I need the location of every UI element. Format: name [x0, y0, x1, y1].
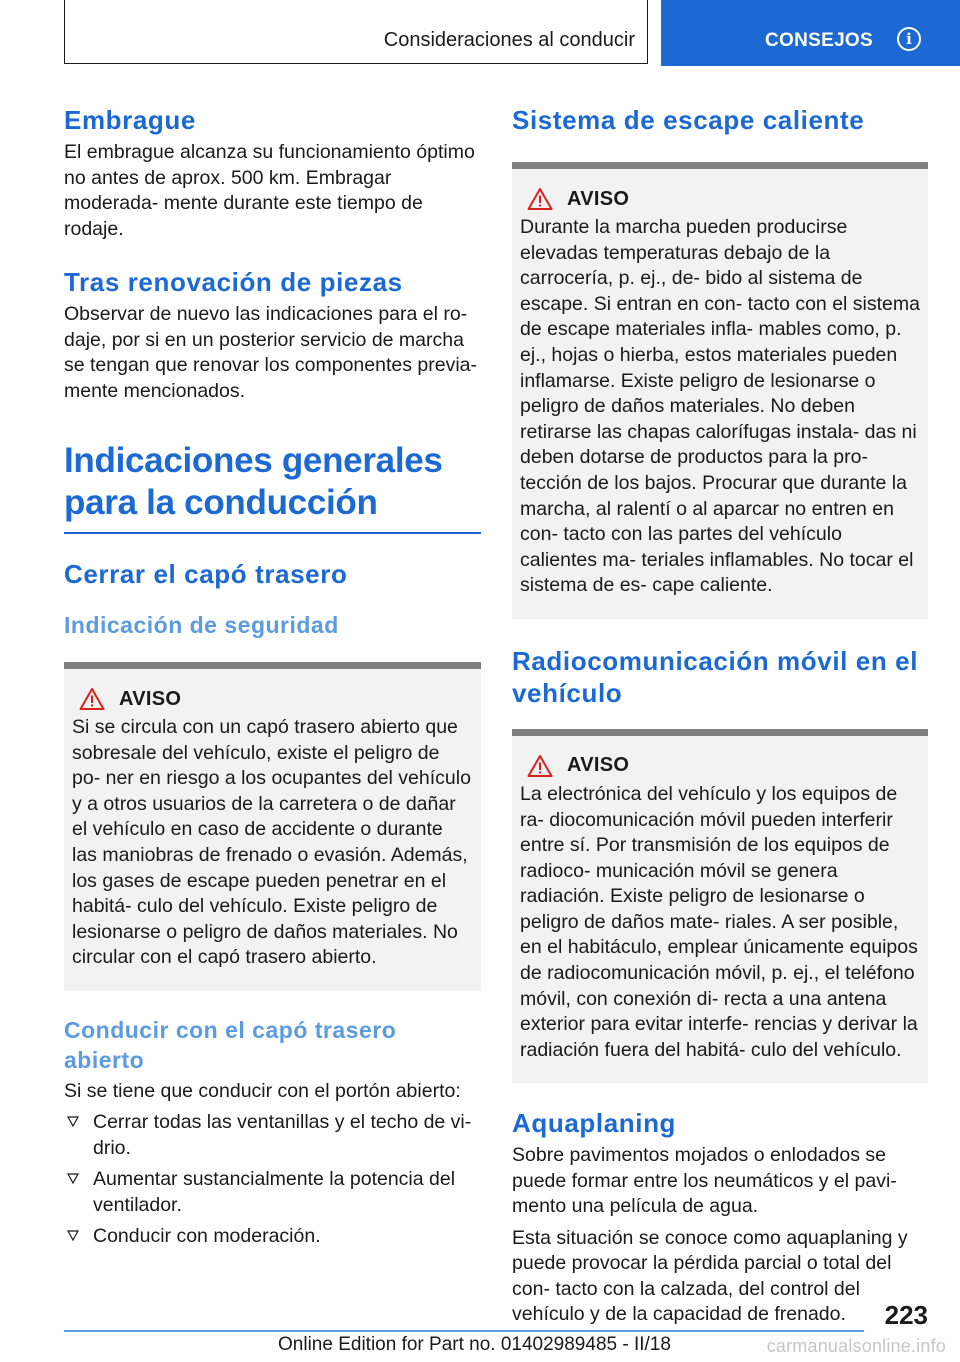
chapter-heading — [64, 440, 481, 524]
text-conducir-intro: Si se tiene que conducir con el portón abierto: — [64, 1079, 461, 1102]
steps-list — [64, 1110, 481, 1250]
text-aquaplaning-2: Esta situación se conoce como aquaplaning y puede provocar la pérdida parcial o total del con‐ tacto con la calzada, del control del vehículo y de la capacidad de frenado. — [512, 1226, 908, 1326]
text-renovacion: Observar de nuevo las indicaciones para el ro‐ daje, por si en un posterior servicio de marcha se tengan que renovar los componentes previa‐ mente mencionados. — [64, 303, 478, 402]
warning-box-escape — [512, 162, 928, 619]
warning-icon — [527, 754, 553, 778]
warning-icon — [527, 187, 553, 211]
list-item-text: Cerrar todas las ventanillas y el techo de vi‐ drio. — [93, 1111, 472, 1159]
heading-cerrar-capo: Cerrar el capó trasero — [64, 559, 348, 589]
warning-icon — [79, 687, 105, 711]
chapter-heading-line2: para la conducción — [64, 483, 378, 522]
info-icon: i — [897, 27, 921, 51]
chapter-tab-label: CONSEJOS — [765, 30, 873, 51]
warning-label: AVISO — [567, 754, 630, 777]
heading-escape: Sistema de escape caliente — [512, 105, 865, 135]
watermark: carmanualsonline.info — [766, 1336, 946, 1356]
list-item — [64, 1167, 481, 1218]
warning-text-radio: La electrónica del vehículo y los equipos de ra‐ diocomunicación móvil pueden interferir entre sí. Por transmisión de los equipos de radioco‐ municación móvil se genera radiación. Existe peligro de lesionarse o peligro de daños mate‐ riales. A ser posible, en el habitáculo, emplear únicamente equipos de radiocomunicación móvil, p. ej., el teléfono móvil, con conexión di‐ recta a una antena exterior para evitar interfe‐ rencias y derivar la radiación fuera del habitá‐ culo del vehículo. — [520, 782, 918, 1061]
warning-box-capo — [64, 662, 481, 991]
subheading-seguridad: Indicación de seguridad — [64, 612, 339, 638]
edition-info: Online Edition for Part no. 01402989485 - II/18 — [278, 1334, 671, 1355]
chapter-rule — [64, 532, 481, 534]
warning-box-radio — [512, 729, 928, 1084]
warning-label: AVISO — [567, 187, 630, 210]
left-column — [64, 100, 481, 1250]
page-header — [0, 0, 960, 66]
triangle-bullet-icon — [67, 1116, 79, 1128]
warning-label: AVISO — [119, 687, 182, 710]
list-item-text: Aumentar sustancialmente la potencia del ventilador. — [93, 1168, 456, 1216]
warning-text-escape: Durante la marcha pueden producirse elevadas temperaturas debajo de la carrocería, p. ej., de‐ bido al sistema de escape. Si entran en con‐ tacto con el sistema de escape materiales infla‐ mables como, p. ej., hojas o hierba, estos materiales pueden inflamarse. Existe peligro de lesionarse o peligro de daños materiales. No deben retirarse las chapas calorífugas instala‐ das ni deben dotarse de productos para la pro‐ tección de los bajos. Procurar que durante la marcha, al ralentí o al aparcar no entren en con‐ tacto con las partes del vehículo calientes ma‐ teriales inflamables. No tocar el sistema de es‐ cape caliente. — [520, 216, 920, 597]
triangle-bullet-icon — [67, 1230, 79, 1242]
chapter-heading-line1: Indicaciones generales — [64, 441, 443, 480]
section-title: Consideraciones al conducir — [64, 0, 648, 64]
list-item-text: Conducir con moderación. — [93, 1225, 321, 1248]
page-number: 223 — [884, 1300, 928, 1330]
heading-embrague: Embrague — [64, 105, 196, 135]
text-embrague: El embrague alcanza su funcionamiento óptimo no antes de aprox. 500 km. Embragar moderada‐ mente durante este tiempo de rodaje. — [64, 141, 475, 240]
chapter-tab[interactable] — [661, 0, 960, 66]
list-item — [64, 1224, 481, 1250]
heading-renovacion: Tras renovación de piezas — [64, 267, 403, 297]
warning-text-capo: Si se circula con un capó trasero abierto que sobresale del vehículo, existe el peligro de po‐ ner en riesgo a los ocupantes del vehículo y a otros usuarios de la carretera o de dañar el vehículo en caso de accidente o durante las maniobras de frenado o evasión. Además, los gases de escape pueden penetrar en el habitá‐ culo del vehículo. Existe peligro de lesionarse o peligro de daños materiales. No circular con el capó trasero abierto. — [72, 716, 471, 969]
list-item — [64, 1110, 481, 1161]
heading-radio: Radiocomunicación móvil en el vehículo — [512, 645, 919, 708]
footer-rule — [64, 1330, 864, 1332]
text-aquaplaning-1: Sobre pavimentos mojados o enlodados se puede formar entre los neumáticos y el pavi‐ mento una película de agua. — [512, 1144, 897, 1218]
heading-aquaplaning: Aquaplaning — [512, 1108, 677, 1139]
subheading-conducir-abierto: Conducir con el capó trasero abierto — [64, 1016, 397, 1073]
triangle-bullet-icon — [67, 1173, 79, 1185]
right-column — [512, 100, 928, 1328]
